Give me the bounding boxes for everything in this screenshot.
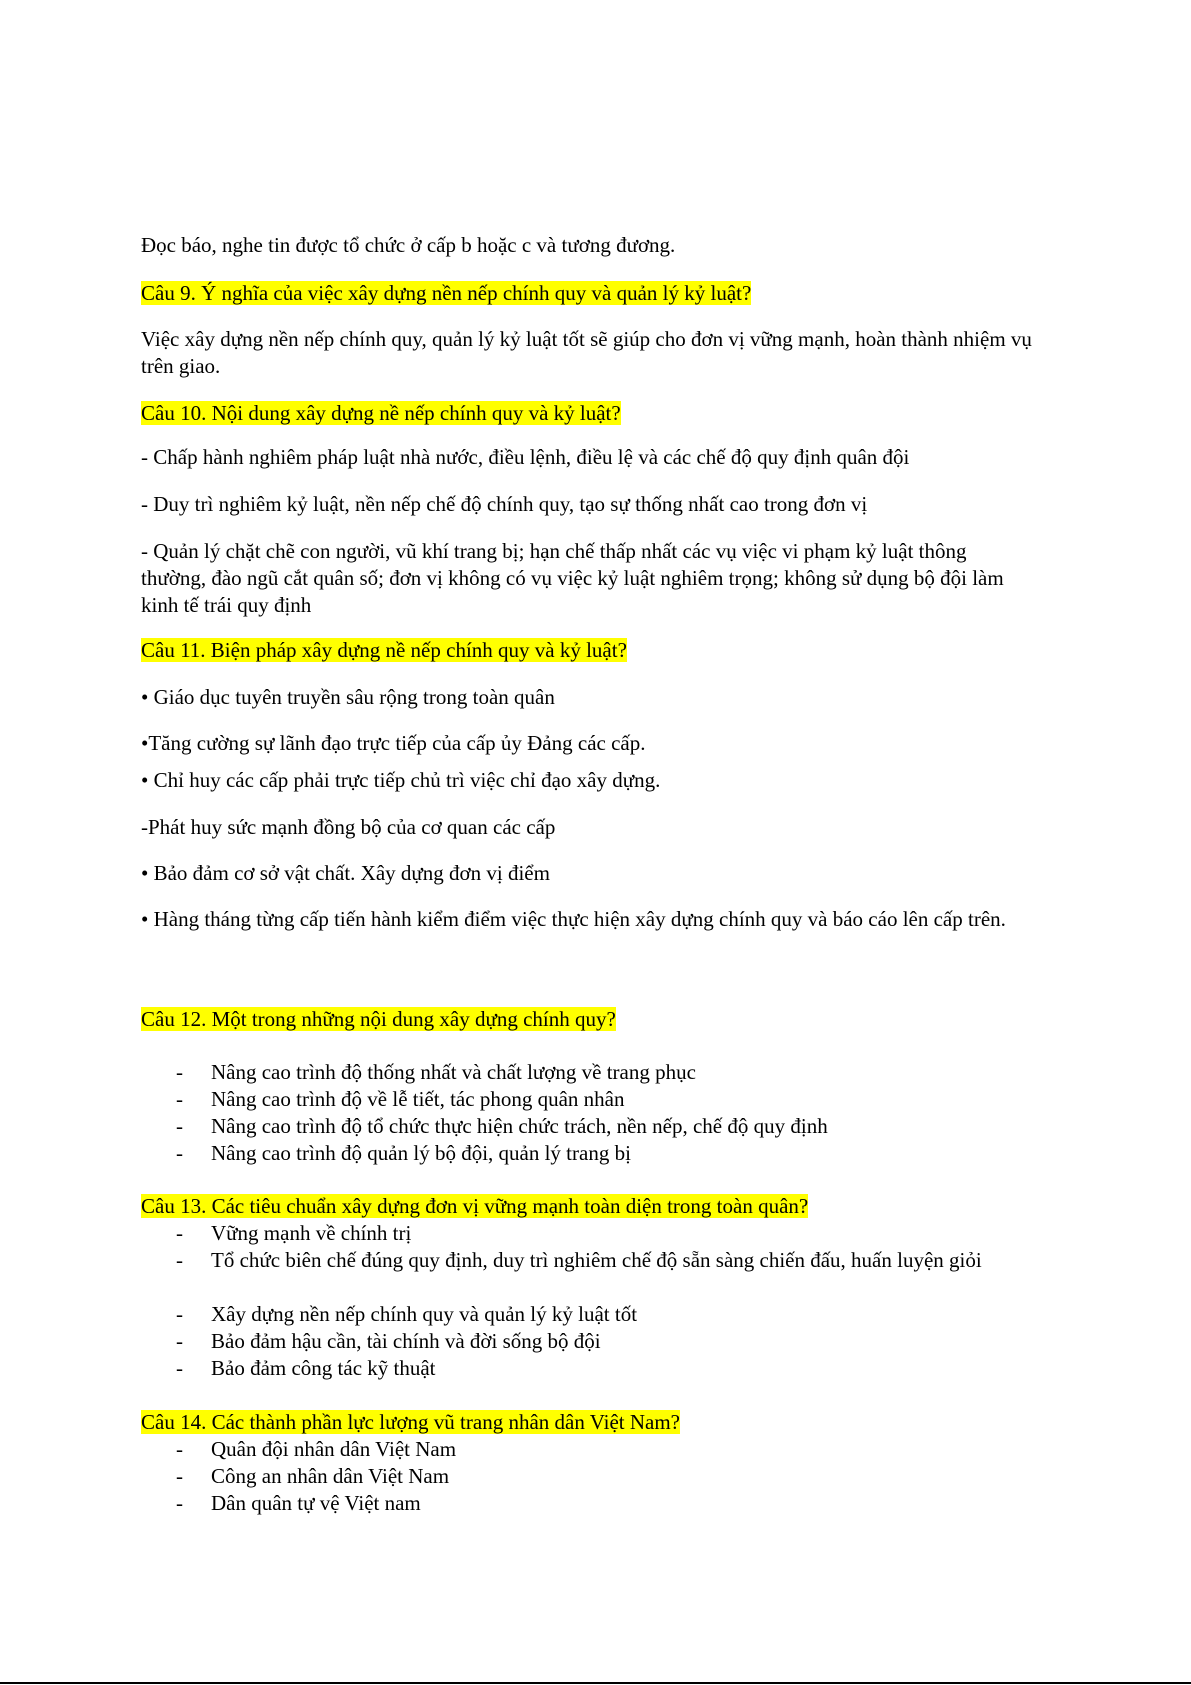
list-dash: - (176, 1221, 183, 1245)
list-item-text: Dân quân tự vệ Việt nam (211, 1491, 421, 1515)
list-item-text: Xây dựng nền nếp chính quy và quản lý kỷ luật tốt (211, 1302, 638, 1326)
list-item-text: Tổ chức biên chế đúng quy định, duy trì nghiêm chế độ sẵn sàng chiến đấu, huấn luyện giỏi (211, 1248, 982, 1272)
list-dash: - (176, 1329, 183, 1353)
question-9-heading (141, 280, 751, 307)
question-9-highlight: Câu 9. Ý nghĩa của việc xây dựng nền nếp chính quy và quản lý kỷ luật? (141, 281, 752, 305)
question-10-item: - Chấp hành nghiêm pháp luật nhà nước, điều lệnh, điều lệ và các chế độ quy định quân đội (141, 445, 910, 469)
question-11-item: • Hàng tháng từng cấp tiến hành kiểm điểm việc thực hiện xây dựng chính quy và báo cáo lên cấp trên. (141, 907, 1006, 931)
question-11-item: • Giáo dục tuyên truyền sâu rộng trong toàn quân (141, 685, 555, 709)
list-dash: - (176, 1141, 183, 1165)
intro-paragraph: Đọc báo, nghe tin được tổ chức ở cấp b hoặc c và tương đương. (141, 233, 676, 257)
list-dash: - (176, 1464, 183, 1488)
question-12-highlight: Câu 12. Một trong những nội dung xây dựng chính quy? (141, 1007, 616, 1031)
list-dash: - (176, 1114, 183, 1138)
list-item-text: Quân đội nhân dân Việt Nam (211, 1437, 457, 1461)
question-11-item: • Bảo đảm cơ sở vật chất. Xây dựng đơn vị điểm (141, 861, 550, 885)
question-11-item: •Tăng cường sự lãnh đạo trực tiếp của cấp ủy Đảng các cấp. (141, 731, 646, 755)
list-dash: - (176, 1060, 183, 1084)
list-dash: - (176, 1302, 183, 1326)
list-dash: - (176, 1248, 183, 1272)
list-dash: - (176, 1437, 183, 1461)
question-10-item: - Duy trì nghiêm kỷ luật, nền nếp chế độ chính quy, tạo sự thống nhất cao trong đơn vị (141, 492, 868, 516)
question-10-heading (141, 400, 621, 427)
question-14-heading (141, 1409, 680, 1436)
question-11-item: • Chỉ huy các cấp phải trực tiếp chủ trì việc chỉ đạo xây dựng. (141, 768, 661, 792)
question-11-heading (141, 637, 627, 664)
list-item-text: Nâng cao trình độ thống nhất và chất lượng về trang phục (211, 1060, 696, 1084)
list-dash: - (176, 1356, 183, 1380)
question-11-highlight: Câu 11. Biện pháp xây dựng nề nếp chính quy và kỷ luật? (141, 638, 627, 662)
question-14-highlight: Câu 14. Các thành phần lực lượng vũ trang nhân dân Việt Nam? (141, 1410, 681, 1434)
question-9-answer: Việc xây dựng nền nếp chính quy, quản lý kỷ luật tốt sẽ giúp cho đơn vị vững mạnh, hoàn thành nhiệm vụ trên giao. (141, 327, 1032, 378)
list-dash: - (176, 1491, 183, 1515)
list-item-text: Bảo đảm công tác kỹ thuật (211, 1356, 436, 1380)
list-item-text: Nâng cao trình độ quản lý bộ đội, quản lý trang bị (211, 1141, 631, 1165)
question-10-highlight: Câu 10. Nội dung xây dựng nề nếp chính quy và kỷ luật? (141, 401, 621, 425)
list-item-text: Nâng cao trình độ về lễ tiết, tác phong quân nhân (211, 1087, 625, 1111)
list-item-text: Nâng cao trình độ tổ chức thực hiện chức trách, nền nếp, chế độ quy định (211, 1114, 828, 1138)
question-10-item: - Quản lý chặt chẽ con người, vũ khí trang bị; hạn chế thấp nhất các vụ việc vi phạm kỷ luật thông thường, đào ngũ cắt quân số; đơn vị không có vụ việc kỷ luật nghiêm trọng; không sử dụng bộ đội làm kinh tế trái quy định (141, 539, 1004, 617)
list-item-text: Bảo đảm hậu cần, tài chính và đời sống bộ đội (211, 1329, 601, 1353)
list-dash: - (176, 1087, 183, 1111)
question-12-heading (141, 1006, 616, 1033)
list-item-text: Công an nhân dân Việt Nam (211, 1464, 450, 1488)
list-item-text: Vững mạnh về chính trị (211, 1221, 412, 1245)
question-13-highlight: Câu 13. Các tiêu chuẩn xây dựng đơn vị vững mạnh toàn diện trong toàn quân? (141, 1194, 809, 1218)
question-13-heading (141, 1193, 808, 1220)
question-11-item: -Phát huy sức mạnh đồng bộ của cơ quan các cấp (141, 815, 556, 839)
page-bottom-rule (0, 1682, 1191, 1684)
